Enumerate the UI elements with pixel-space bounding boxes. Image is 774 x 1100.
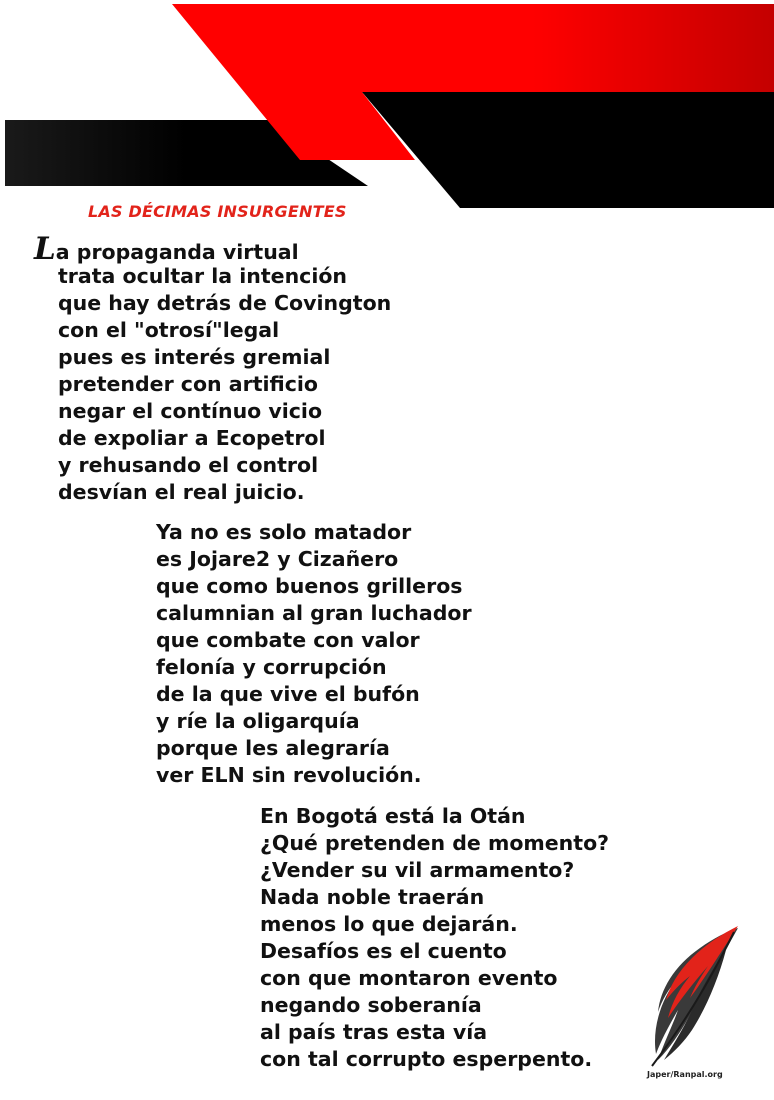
poem-line: y ríe la oligarquía xyxy=(156,709,360,733)
logo-text: Japer/Ranpal.org xyxy=(647,1070,723,1079)
poem-line: menos lo que dejarán. xyxy=(260,912,518,936)
poem-line: ver ELN sin revolución. xyxy=(156,763,422,787)
poem-line: En Bogotá está la Otán xyxy=(260,804,526,828)
poem-line: que combate con valor xyxy=(156,628,420,652)
banner-black-stripe-right xyxy=(362,92,774,208)
poem-line: desvían el real juicio. xyxy=(58,480,305,504)
section-title: LAS DÉCIMAS INSURGENTES xyxy=(88,202,347,221)
poem-stanza-1 xyxy=(34,231,392,506)
poem-line: y rehusando el control xyxy=(58,453,319,477)
poem-line: es Jojare2 y Cizañero xyxy=(156,547,399,571)
feather-quill-icon xyxy=(630,920,745,1095)
poem-line: de expoliar a Ecopetrol xyxy=(58,426,326,450)
poem-line-text: a propaganda virtual xyxy=(55,240,299,264)
poem-line: que como buenos grilleros xyxy=(156,574,463,598)
poem-line: calumnian al gran luchador xyxy=(156,601,472,625)
poem-line: con el "otrosí"legal xyxy=(58,318,280,342)
poem-line: ¿Vender su vil armamento? xyxy=(260,858,575,882)
poem-line: Nada noble traerán xyxy=(260,885,485,909)
logo xyxy=(630,920,745,1095)
poem-line: pues es interés gremial xyxy=(58,345,331,369)
poem-stanza-2 xyxy=(156,519,472,789)
poem-line: con que montaron evento xyxy=(260,966,558,990)
drop-cap: L xyxy=(34,231,56,267)
poem-line: Desafíos es el cuento xyxy=(260,939,507,963)
poem-line: que hay detrás de Covington xyxy=(58,291,392,315)
poem-line: con tal corrupto esperpento. xyxy=(260,1047,593,1071)
poem-line: negando soberanía xyxy=(260,993,482,1017)
header-banner xyxy=(0,0,774,215)
poem-line: Ya no es solo matador xyxy=(156,520,412,544)
poem-line: al país tras esta vía xyxy=(260,1020,488,1044)
poem-line xyxy=(34,231,391,267)
poem-stanza-3 xyxy=(260,803,609,1073)
poem-line: felonía y corrupción xyxy=(156,655,387,679)
poem-line: pretender con artificio xyxy=(58,372,319,396)
poem-line: ¿Qué pretenden de momento? xyxy=(260,831,610,855)
poem-line: porque les alegraría xyxy=(156,736,390,760)
poem-line: de la que vive el bufón xyxy=(156,682,420,706)
poem-line: trata ocultar la intención xyxy=(58,264,348,288)
poem-line: negar el contínuo vicio xyxy=(58,399,323,423)
